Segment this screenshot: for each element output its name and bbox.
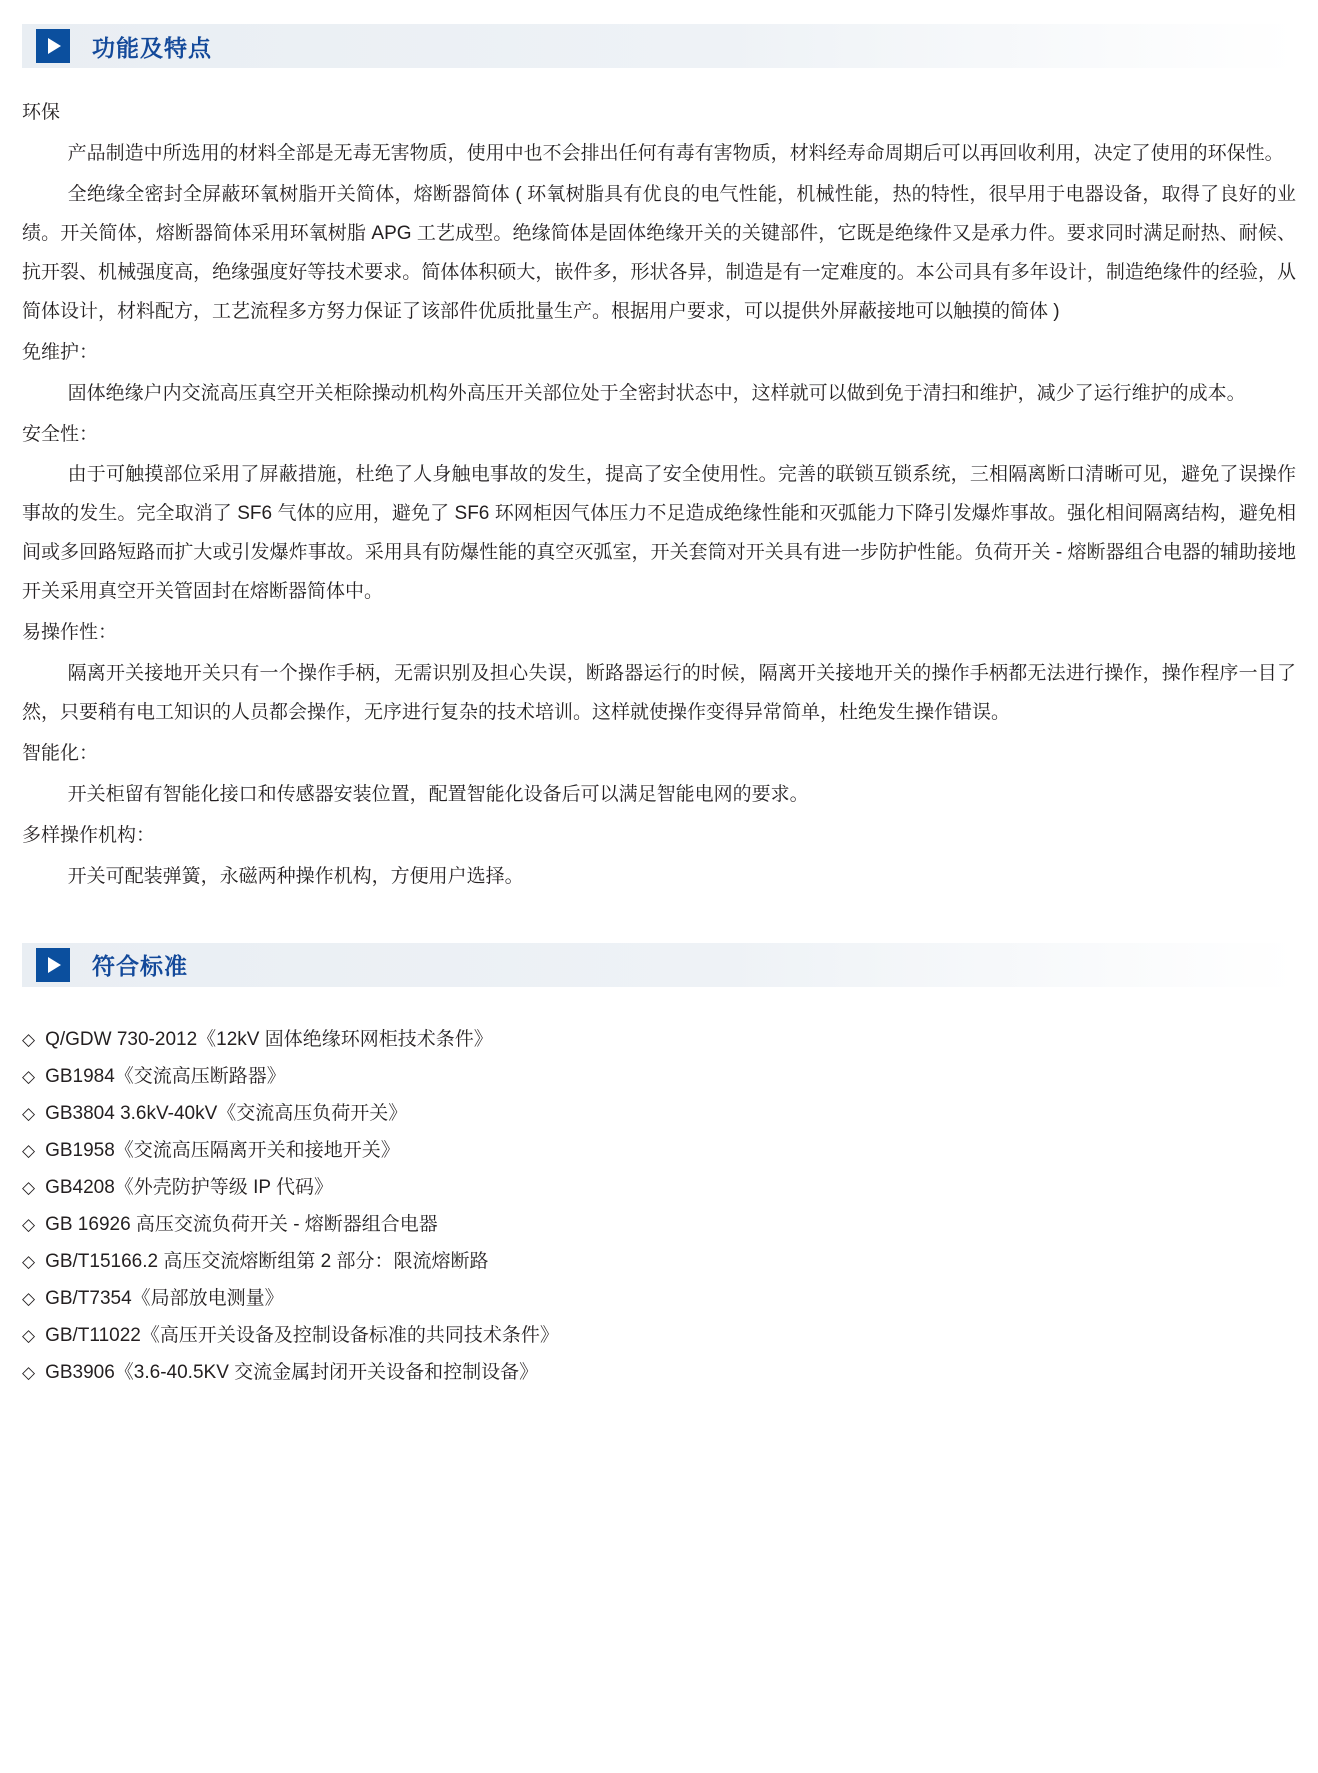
diamond-icon: ◇ (22, 1289, 36, 1309)
list-item (22, 1095, 1296, 1132)
list-item-label: GB1984《交流高压断路器》 (45, 1065, 286, 1087)
diamond-icon: ◇ (22, 1252, 36, 1272)
section-header-standards (22, 943, 1296, 987)
list-item-label: GB/T7354《局部放电测量》 (45, 1288, 284, 1310)
feature-para-mechanism: 开关可配装弹簧，永磁两种操作机构，方便用户选择。 (67, 865, 524, 887)
list-item (22, 1021, 1296, 1058)
diamond-icon: ◇ (22, 1103, 36, 1123)
list-item (22, 1243, 1296, 1280)
list-item (22, 1058, 1296, 1095)
list-item-label: GB3804 3.6kV-40kV《交流高压负荷开关》 (45, 1102, 408, 1124)
diamond-icon: ◇ (22, 1214, 36, 1234)
list-item (22, 1317, 1296, 1354)
feature-para-maintenance: 固体绝缘户内交流高压真空开关柜除操动机构外高压开关部位处于全密封状态中，这样就可以做到免于清扫和维护，减少了运行维护的成本。 (67, 382, 1246, 404)
diamond-icon: ◇ (22, 1140, 36, 1160)
list-item (22, 1132, 1296, 1169)
feature-heading-safety: 安全性： (22, 423, 99, 445)
standards-list (0, 1021, 1318, 1391)
feature-heading-intelligence: 智能化： (22, 743, 99, 764)
features-content (0, 94, 1318, 897)
feature-para-resin: 全绝缘全密封全屏蔽环氧树脂开关简体，熔断器简体 ( 环氧树脂具有优良的电气性能，机械性能，热的特性，很早用于电器设备，取得了良好的业绩。开关简体，熔断器简体采用环氧树脂 APG 工艺成型。绝缘简体是固体绝缘开关的关键部件，它既是绝缘件又是承力件。要求同时满足耐热、耐候、抗开裂、机械强度高，绝缘强度好等技术要求。简体体积硕大，嵌件多，形状各异，制造是有一定难度的。本公司具有多年设计，制造绝缘件的经验，从简体设计，材料配方，工艺流程多方努力保证了该部件优质批量生产。根据用户要求，可以提供外屏蔽接地可以触摸的简体 ) (22, 183, 1296, 322)
play-triangle-icon (36, 29, 70, 63)
list-item (22, 1169, 1296, 1206)
document-page (0, 24, 1318, 1431)
feature-para-operability: 隔离开关接地开关只有一个操作手柄，无需识别及担心失误，断路器运行的时候，隔离开关接地开关的操作手柄都无法进行操作，操作程序一目了然，只要稍有电工知识的人员都会操作，无序进行复杂的技术培训。这样就使操作变得异常简单，杜绝发生操作错误。 (22, 663, 1296, 724)
list-item-label: GB/T11022《高压开关设备及控制设备标准的共同技术条件》 (45, 1325, 559, 1347)
section-header-features (22, 24, 1296, 68)
section-title-features: 功能及特点 (92, 34, 212, 61)
diamond-icon: ◇ (22, 1363, 36, 1383)
play-triangle-icon (36, 948, 70, 982)
feature-para-intelligence: 开关柜留有智能化接口和传感器安装位置，配置智能化设备后可以满足智能电网的要求。 (67, 783, 809, 805)
feature-heading-operability: 易操作性： (22, 622, 118, 644)
section-title-standards: 符合标准 (92, 953, 188, 980)
feature-heading-env: 环保 (22, 102, 61, 123)
list-item-label: Q/GDW 730-2012《12kV 固体绝缘环网柜技术条件》 (45, 1028, 493, 1050)
list-item-label: GB3906《3.6-40.5KV 交流金属封闭开关设备和控制设备》 (45, 1362, 539, 1384)
diamond-icon: ◇ (22, 1029, 36, 1049)
list-item-label: GB4208《外壳防护等级 IP 代码》 (45, 1176, 333, 1198)
diamond-icon: ◇ (22, 1177, 36, 1197)
list-item-label: GB 16926 高压交流负荷开关 - 熔断器组合电器 (45, 1213, 438, 1235)
feature-para-safety: 由于可触摸部位采用了屏蔽措施，杜绝了人身触电事故的发生，提高了安全使用性。完善的联锁互锁系统，三相隔离断口清晰可见，避免了误操作事故的发生。完全取消了 SF6 气体的应用，避免了 SF6 环网柜因气体压力不足造成绝缘性能和灭弧能力下降引发爆炸事故。强化相间隔离结构，避免相间或多回路短路而扩大或引发爆炸事故。采用具有防爆性能的真空灭弧室，开关套筒对开关具有进一步防护性能。负荷开关 - 熔断器组合电器的辅助接地开关采用真空开关管固封在熔断器简体中。 (22, 464, 1296, 603)
feature-para-env: 产品制造中所选用的材料全部是无毒无害物质，使用中也不会排出任何有毒有害物质，材料经寿命周期后可以再回收利用，决定了使用的环保性。 (67, 142, 1284, 164)
list-item (22, 1206, 1296, 1243)
diamond-icon: ◇ (22, 1326, 36, 1346)
list-item-label: GB/T15166.2 高压交流熔断组第 2 部分：限流熔断路 (45, 1251, 489, 1273)
list-item-label: GB1958《交流高压隔离开关和接地开关》 (45, 1139, 400, 1161)
list-item (22, 1280, 1296, 1317)
list-item (22, 1354, 1296, 1391)
feature-heading-maintenance: 免维护： (22, 341, 99, 363)
diamond-icon: ◇ (22, 1066, 36, 1086)
feature-heading-mechanism: 多样操作机构： (22, 824, 156, 846)
